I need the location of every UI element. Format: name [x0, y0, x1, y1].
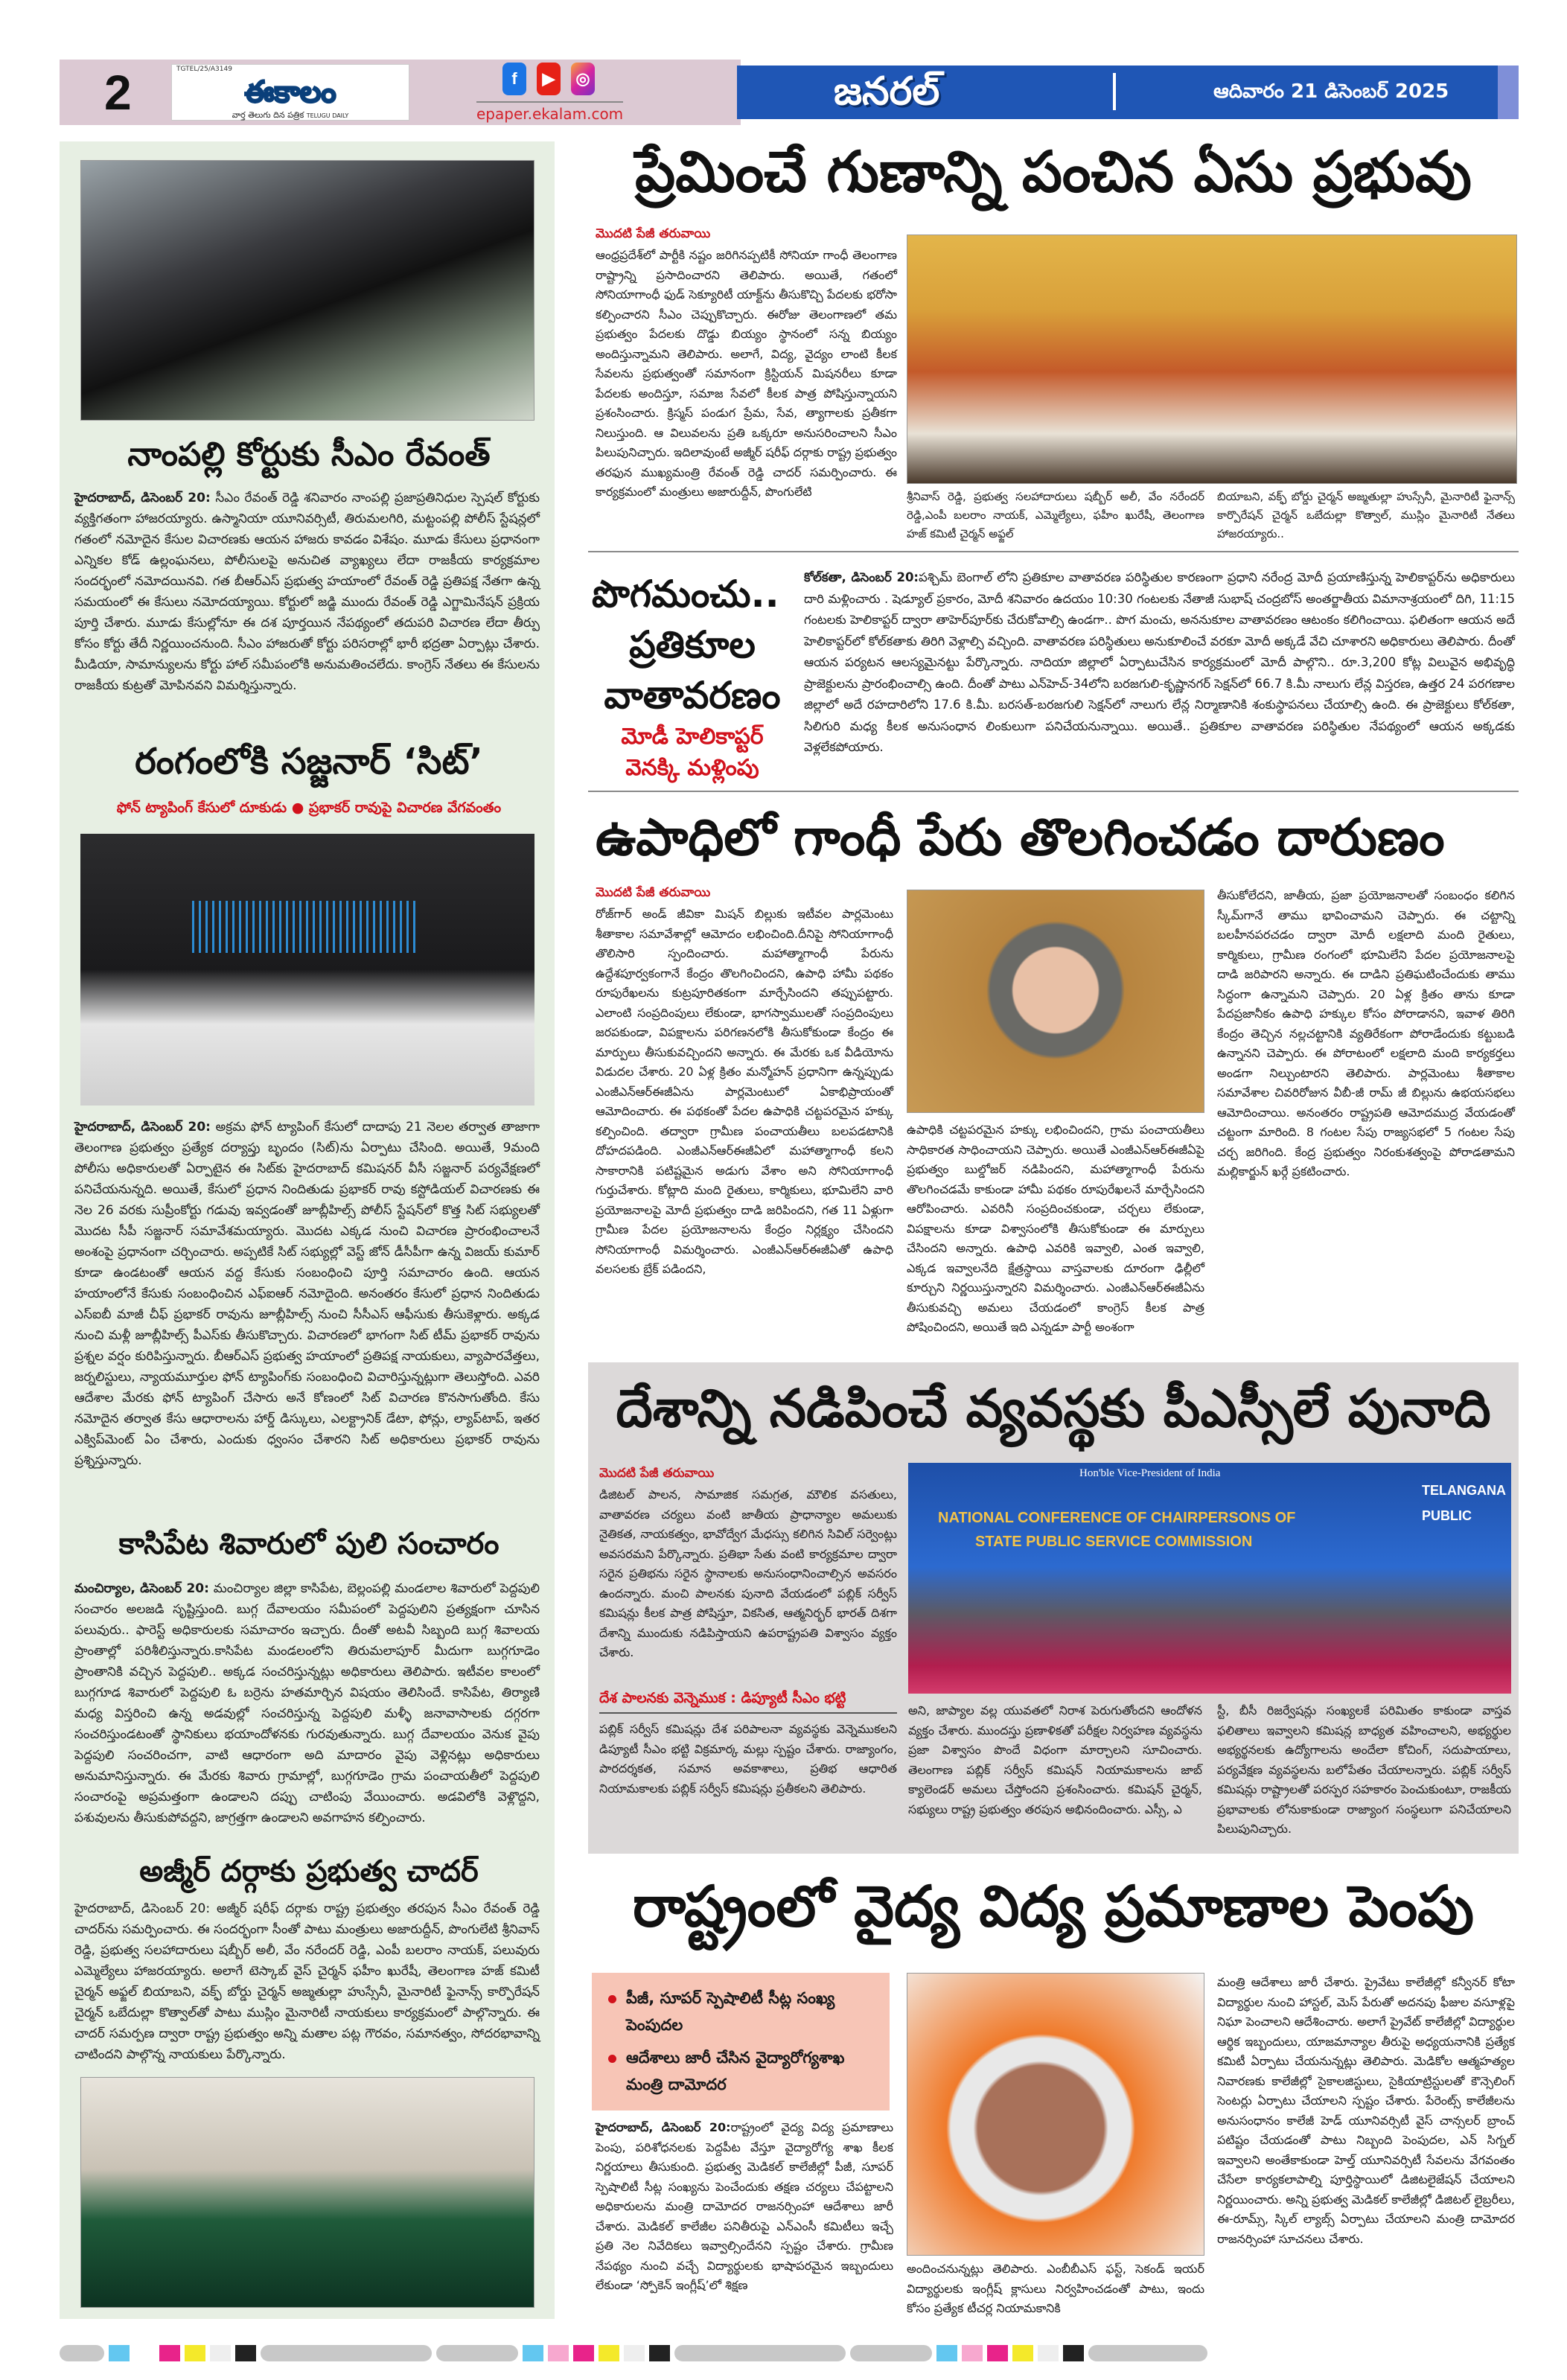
- headline-fog-2: ప్రతికూల: [629, 623, 756, 666]
- section-banner: [737, 66, 1519, 119]
- article-gandhi-col2: ఉపాధికి చట్టపరమైన హక్కు లభించిందని, గ్రామ పంచాయతీలు సాధికారత సాధించాయని చెప్పారు. అయితే ఎంజీఎన్ఆర్ఈజీఏపై ప్రభుత్వం బుల్డోజర్ నడిపిందని, మహాత్మాగాంధీ పేరును తొలగించడమే కాకుండా హామీ పథకం రూపురేఖలనే మార్చేసిందని ఆరోపించారు. ఎవరినీ సంప్రదించకుండా, చర్చలు లేకుండా, విపక్షాలను కూడా విశ్వాసంలోకి తీసుకోకుండా ఈ మార్పులు చేసిందని అన్నారు. ఉపాధి ఎవరికి ఇవ్వాలి, ఎంత ఇవ్వాలి, ఎక్కడ ఇవ్వాలనేది క్షేత్రస్థాయి వాస్తవాలకు దూరంగా ఢిల్లీలో కూర్చుని నిర్ణయిస్తున్నారని విమర్శించారు. ఎంజీఎన్ఆర్ఈజీఏను తీసుకువచ్చి అమలు చేయడంలో కాంగ్రెస్ కీలక పాత్ర పోషించిందని, అయితే ఇది ఎన్నడూ పార్టీ అంశంగా: [907, 1123, 1204, 1334]
- article-body: అక్రమ ఫోన్ ట్యాపింగ్ కేసులో దాదాపు 21 నెలల తర్వాత తాజాగా తెలంగాణ ప్రభుత్వం ప్రత్యేక దర్యాప్తు బృందం (సిట్)ను ఏర్పాటు చేసింది. అయితే, 9మంది పోలీసు అధికారులతో ఏర్పాటైన ఈ సిట్‌కు హైదరాబాద్ కమిషనర్ వీసీ సజ్జనార్ పర్యవేక్షణలో పనిచేయనున్నది. అయితే, కేసులో ప్రధాన నిందితుడు ప్రభాకర్ రావు కస్టోడియల్ విచారణకు ఈ నెల 26 వరకు సుప్రీంకోర్టు గడువు ఇవ్వడంతో జూబ్లీహిల్స్ పోలీస్ స్టేషన్‌లో కొత్త సిట్ సభ్యులతో మొదట సీపీ సజ్జనార్ సమావేశమయ్యారు. మొదట ఎక్కడ నుంచి విచారణ ప్రారంభించాలనే అంశంపై ప్రధానంగా చర్చించారు. అప్పటికే సిట్ సభ్యుల్లో వెస్ట్ జోన్ డీసీపీగా ఉన్న విజయ్ కుమార్ కూడా ఉండటంతో ఆయన వద్ద కేసుకు సంబంధించి పూర్తి సమాచారం ఉంది. ఆయన హయాంలోనే కేసుకు సంబంధించిన ఎఫ్ఐఆర్ నమోదైంది. అనంతరం కేసులో ప్రధాన నిందితుడు ఎస్ఐబీ మాజీ చీఫ్ ప్రభాకర్ రావును జూబ్లీహిల్స్ నుంచి సీసీఎస్ ఆఫీసుకు తీసుకెళ్లారు. అక్కడ నుంచి మళ్లీ జూబ్లీహిల్స్ పీఎస్‌కు తీసుకొచ్చారు. విచారణలో భాగంగా సిట్ టీమ్ ప్రభాకర్ రావును ప్రశ్నల వర్షం కురిపిస్తున్నారు. బీఆర్ఎస్ ప్రభుత్వ హయాంలో ప్రతిపక్ష నాయకులు, వ్యాపారవేత్తలు, జర్నలిస్టులు, న్యాయమూర్తుల ఫోన్ ట్యాపింగ్‌కు సంబంధించి విచారిస్తున్నట్లుగా తెలుస్తోంది. ఎవరి ఆదేశాల మేరకు ఫోన్ ట్యాపింగ్ చేసారు అనే కోణంలో సిట్ విచారణ కొనసాగుతోంది. కేసు నమోదైన తర్వాత కేసు ఆధారాలను హార్డ్ డిస్కులు, ఎలక్ట్రానిక్ డేటా, ఫోన్లు, ల్యాప్‌టాప్, ఇతర ఎక్విప్‌మెంట్ ఏం చేశారు, ఎందుకు ధ్వంసం చేశారని సిట్ అధికారులు ప్రభాకర్ రావును ప్రశ్నిస్తున్నారు.: [74, 1120, 540, 1468]
- divider: [588, 551, 1519, 552]
- photo-sonia-gandhi: [907, 890, 1204, 1113]
- facebook-icon[interactable]: f: [502, 63, 526, 95]
- article-sit: [74, 1117, 540, 1508]
- banner-text: STATE PUBLIC SERVICE COMMISSION: [975, 1534, 1253, 1550]
- section-title: జనరల్: [834, 69, 940, 114]
- newspaper-logo[interactable]: [171, 64, 409, 121]
- headline-nampally: నాంపల్లి కోర్టుకు సీఎం రేవంత్: [127, 436, 491, 473]
- instagram-icon[interactable]: ◎: [571, 63, 595, 95]
- logo-wordmark: ఈకాలం: [244, 75, 336, 109]
- article-gandhi-col1: రోజ్‌గార్ అండ్ జీవికా మిషన్ బిల్లుకు ఇటీవల పార్లమెంటు శీతాకాల సమావేశాల్లో ఆమోదం లభించింది.దీనిపై సోనియాగాంధీ తొలిసారి స్పందించారు. మహాత్మాగాంధీ పేరును ఉద్దేశపూర్వకంగానే కేంద్రం తొలగించిందని, ఉపాధి హామీ పథకం రూపురేఖలను కుట్రపూరితకంగా మార్చేసిందని తప్పుపట్టారు. ఎలాంటి సంప్రదింపులు లేకుండా, భాగస్వాములతో సంప్రదింపులు జరపకుండా, విపక్షాలను పరిగణనలోకి తీసుకోకుండా కేంద్రం ఈ మార్పులు తీసుకువచ్చిందని అన్నారు. ఈ మేరకు ఒక వీడియోను విడుదల చేశారు. 20 ఏళ్ల క్రితం మన్మోహన్ ప్రధానిగా ఉన్నప్పుడు ఎంజీఎన్ఆర్ఈజీఏను పార్లమెంటులో ఏకాభిప్రాయంతో ఆమోదించారు. ఈ పథకంతో పేదల ఉపాధికి చట్టపరమైన హక్కు కల్పించింది. తద్వారా గ్రామీణ పంచాయతీలు బలపడటానికి దోహదపడింది. ఎంజీఎన్ఆర్ఈజీఏలో మహాత్మాగాంధీ కలని సాకారానికి పటిష్టమైన అడుగు వేశాం అని సోనియాగాంధీ గుర్తుచేశారు. కోట్లాది మంది రైతులు, కార్మికులు, భూమిలేని వారి ప్రయోజనాలపై మోదీ ప్రభుత్వం దాడి జరిపిందని, గత 11 ఏళ్లుగా గ్రామీణ పేదల ప్రయోజనాలను కేంద్రం నిర్లక్ష్యం చేసిందని సోనియాగాంధీ విమర్శించారు. ఎంజీఎన్ఆర్ఈజీఏతో ఉపాధి వలసలకు బ్రేక్ పడిందని,: [596, 907, 893, 1276]
- continued-kicker: మొదటి పేజీ తరువాయి: [596, 226, 711, 241]
- subhead-a: ఫోన్ ట్యాపింగ్ కేసులో దూకుడు: [116, 800, 287, 816]
- print-registration-bar: [60, 2345, 1519, 2361]
- subhead-fog-2: వెనక్కి మళ్లింపు: [625, 755, 759, 781]
- subhead-fog-1: మోడీ హెలికాప్టర్: [621, 724, 764, 750]
- photo-minister-damodara: [907, 1973, 1204, 2256]
- dateline: హైదరాబాద్, డిసెంబర్ 20:: [74, 1120, 211, 1135]
- dateline: కోల్‌కతా, డిసెంబర్ 20:: [804, 570, 919, 584]
- masthead-left: [60, 60, 741, 125]
- dateline: మంచిర్యాల, డిసెంబర్ 20:: [74, 1581, 209, 1596]
- article-medical-col3: మంత్రి ఆదేశాలు జారీ చేశారు. ప్రైవేటు కాలేజీల్లో కన్వీనర్ కోటా విద్యార్థుల నుంచి హాస్టల్, మెస్ పేరుతో అదనపు ఫీజుల వసూళ్లపై నిఘా పెంచాలని ఆదేశించారు. అలాగే ప్రైవేట్ కాలేజీల్లో విద్యార్థుల ఆర్థిక ఇబ్బందులు, యాజమాన్యాల తీరుపై అధ్యయనానికి ప్రత్యేక కమిటీ ఏర్పాటు చేయనున్నట్లు తెలిపారు. మెడికోల ఆత్మహత్యల నివారణకు కాలేజీల్లో సైకాలజిస్టులు, సైకియాట్రిస్టులతో కౌన్సెలింగ్ సెంటర్లు ఏర్పాటు చేయాలని స్పష్టం చేశారు. పేరెంట్స్ కాలేజీలను అనుసంధానం కాలేజీ హెడ్ యూనివర్సిటీ వైస్ చాన్సలర్ బ్రాంచ్ పటిష్టం చేయడంతో పాటు నిబ్బంది పెంపుదల, ఎన్ సిగ్నల్ ఇవ్వాలని అంతేకాకుండా హెల్త్ యూనివర్సిటీ సేవలను వేగవంతం చేసేలా కార్యకలాపాల్ని పూర్తిస్థాయిలో డిజిటలైజేషన్ చేయాలని నిర్ణయించారు. అన్ని ప్రభుత్వ మెడికల్ కాలేజీల్లో డిజిటల్ లైబ్రరీలు, ఈ-రూమ్స్, స్కిల్ ల్యాబ్స్ ఏర్పాటు చేయాలని మంత్రి దామోదర రాజనర్సింహా సూచనలు చేశారు.: [1217, 1975, 1515, 2246]
- article-tiger: [74, 1578, 540, 1846]
- banner-text: Hon'ble Vice-President of India: [1079, 1467, 1221, 1479]
- divider: [1113, 73, 1116, 110]
- dateline: హైదరాబాద్, డిసెంబర్ 20:: [74, 1901, 211, 1916]
- caption-a: శ్రీనివాస్ రెడ్డి, ప్రభుత్వ సలహాదారులు షబ్బీర్ అలీ, వేం నరేందర్ రెడ్డి,ఎంపీ బలరాం నాయక్, ఎమ్మెల్యేలు, ఫహీం ఖురేషీ, తెలంగాణ హజ్ కమిటీ చైర్మన్ అఫ్జల్: [907, 490, 1204, 540]
- article-ajmer: [74, 1898, 540, 2066]
- article-medical-col1: [596, 2118, 893, 2319]
- headline-fog-1: పొగమంచు..: [592, 572, 779, 616]
- headline-sajjanar-sit: రంగంలోకి సజ్జనార్ ‘సిట్’: [135, 741, 483, 782]
- article-body: అజ్మీర్ షరీఫ్ దర్గాకు రాష్ట్ర ప్రభుత్వం తరపున సీఎం రేవంత్ రెడ్డి చాదర్‌ను సమర్పించారు. ఈ సందర్భంగా సీంతో పాటు మంత్రులు అజారుద్దీన్, పొంగులేటి శ్రీనివాస్ రెడ్డి, ప్రభుత్వ సలహాదారులు షబ్బీర్ అలీ, వేం నరేందర్ రెడ్డి, ఎంపీ బలరాం నాయక్, పలువురు ఎమ్మెల్యేలు హాజరయ్యారు. అలాగే టెస్కాబ్ వైస్ చైర్మన్ ఫహీం ఖురేషీ, తెలంగాణ హజ్ కమిటీ చైర్మన్ అఫ్జల్ బియాబని, వక్ఫ్ బోర్డు చైర్మన్ అజ్మతుల్లా హుస్సేనీ, మైనారిటీ ఫైనాన్స్ కార్పొరేషన్ చైర్మన్ ఒబేదుల్లా కొత్వాల్‌తో పాటు ముస్లిం మైనారిటీ నాయకులు కార్యక్రమంలో పాల్గొన్నారు. ఈ చాదర్ సమర్పణ ద్వారా రాష్ట్ర ప్రభుత్వం అన్ని మతాల పట్ల గౌరవం, సమానత్వం, సోదరభావాన్ని చాటిందని పాల్గొన్న నాయకులు పేర్కొన్నారు.: [74, 1901, 540, 2062]
- article-psc-col1b: పబ్లిక్ సర్వీస్ కమిషన్లు దేశ పరిపాలనా వ్యవస్థకు వెన్నెముకలని డిప్యూటీ సీఎం భట్టి విక్రమార్క మల్లు స్పష్టం చేశారు. రాజ్యాంగం, పారదర్శకత, సమాన అవకాశాలు, ప్రతిభ ఆధారిత నియామకాలకు పబ్లిక్ సర్వీస్ కమిషన్లు ప్రతీకలని తెలిపారు.: [599, 1722, 897, 1796]
- divider: [588, 791, 1519, 792]
- article-medical-col2: అందించనున్నట్లు తెలిపారు. ఎంబీబీఎస్ ఫస్ట్, సెకండ్ ఇయర్ విద్యార్థులకు ఇంగ్లీష్ క్లాసులు నిర్వహించడంతో పాటు, ఇందు కోసం ప్రత్యేక టీచర్ల నియామకానికి: [907, 2262, 1204, 2315]
- dateline: హైదరాబాద్, డిసెంబర్ 20:: [74, 491, 211, 505]
- article-nampally: [74, 488, 540, 737]
- highlight-item: పీజీ, సూపర్ స్పెషాలిటీ సీట్ల సంఖ్య పెంపుదల: [605, 1985, 876, 2038]
- banner-text: TELANGANA PUBLIC: [1422, 1483, 1506, 1523]
- article-gandhi-col3: తీసుకోలేదని, జాతీయ, ప్రజా ప్రయోజనాలతో సంబంధం కలిగిన స్కీమ్‌గానే తాము భావించామని చెప్పారు. ఈ చట్టాన్ని బలహీనపరచడం ద్వారా మోదీ లక్షలాది మంది రైతులు, కార్మికులు, గ్రామీణ రంగంలో భూమిలేని పేదల ప్రయోజనాలపై దాడి జరిపారని అన్నారు. ఈ దాడిని ప్రతిఘటించేందుకు తాము సిద్ధంగా ఉన్నామని చెప్పారు. 20 ఏళ్ల క్రితం తాను కూడా పేదప్రజానీకం ఉపాధి హక్కుల కోసం పోరాడానని, ఇవాళ తిరిగి కేంద్రం తెచ్చిన నల్లచట్టానికి వ్యతిరేకంగా పోరాడేందుకు కట్టుబడి ఉన్నానని చెప్పారు. ఈ పోరాటంలో లక్షలాది మంది కార్యకర్తలు అండగా నిల్చుంటారని తెలిపారు. పార్లమెంటు శీతాకాల సమావేశాల చివరిరోజున వీబీ-జీ రామ్ జీ బిల్లును ఉభయసభలు ఆమోదించాయి. అనంతరం రాష్ట్రపతి ఆమోదముద్ర వేయడంతో చట్టంగా మారింది. 8 గంటల సేపు రాజ్యసభలో 5 గంటల సేపు చర్చ జరిగింది. కేంద్ర ప్రభుత్వం నిరంకుశత్వంపై పోరాడతామని మల్లికార్జున్ ఖర్గే ప్రకటించారు.: [1217, 888, 1515, 1178]
- website-link[interactable]: epaper.ekalam.com: [476, 101, 623, 124]
- article-christmas: ఆంధ్రప్రదేశ్‌లో పార్టీకి నష్టం జరిగినప్పటికీ సోనియా గాంధీ తెలంగాణ రాష్ట్రాన్ని ప్రసాదించారని తెలిపారు. అయితే, గతంలో సోనియాగాంధీ ఫుడ్ సెక్యూరిటీ యాక్ట్‌ను తీసుకొచ్చి పేదలకు భరోసా కల్పించారని సీఎం చెప్పుకొచ్చారు. ఈరోజు తెలంగాణలో తమ ప్రభుత్వం పేదలకు దొడ్డు బియ్యం స్థానంలో సన్న బియ్యం అందిస్తున్నామని తెలిపారు. అలాగే, విద్య, వైద్యం లాంటి కీలక సేవలను ప్రభుత్వంతో సమానంగా క్రిస్టియన్ మిషనరీలు కూడా పేదలకు అందిస్తూ, సమాజ సేవలో కీలక పాత్ర పోషిస్తున్నాయని ప్రశంసించారు. క్రిస్మస్ పండుగ ప్రేమ, సేవ, త్యాగాలకు ప్రతీకగా నిలుస్తుంది. ఆ విలువలను ప్రతి ఒక్కరూ అనుసరించాలని సీఎం పిలుపునిచ్చారు. ఇదిలావుంటే అజ్మీర్ షరీఫ్ దర్గాకు రాష్ట్ర ప్రభుత్వం తరఫున ముఖ్యమంత్రి రేవంత్ రెడ్డి చాదర్ సమర్పించారు. ఈ కార్యక్రమంలో మంత్రులు అజారుద్దీన్, పొంగులేటి: [596, 248, 897, 499]
- caption-b: బియాబని, వక్ఫ్ బోర్డు చైర్మన్ అజ్మతుల్లా హుస్సేనీ, మైనారిటీ ఫైనాన్స్ కార్పొరేషన్ చైర్మన్ ఒబేదుల్లా కొత్వాల్, ముస్లిం మైనారిటీ నేతలు హాజరయ్యారు..: [1217, 490, 1515, 540]
- continued-kicker: మొదటి పేజీ తరువాయి: [599, 1466, 715, 1481]
- photo-psc-conference: [908, 1463, 1511, 1694]
- youtube-icon[interactable]: ▶: [537, 63, 561, 95]
- issue-date: ఆదివారం 21 డిసెంబర్ 2025: [1213, 80, 1449, 103]
- headline-fog-3: వాతావరణం: [604, 674, 781, 717]
- headline-christmas: ప్రేమించే గుణాన్ని పంచిన ఏసు ప్రభువు: [635, 138, 1472, 205]
- registration-number: TGTEL/25/A3149: [176, 66, 232, 73]
- article-psc-col3: స్టీ, బీసీ రిజర్వేషన్లు సంఖ్యలకే పరిమితం కాకుండా వాస్తవ ఫలితాలు ఇవ్వాలని కమిషన్ల బాధ్యత వహించాలని, అభ్యర్థుల అభ్యర్థనలకు ఉద్యోగాలను అందేలా కోచింగ్, సదుపాయాలు, పర్యవేక్షణ వ్యవస్థలను బలోపేతం చేయాలన్నారు. పబ్లిక్ సర్వీస్ కమిషన్లు రాష్ట్రాలతో పరస్పర సహకారం పెంచుకుంటూ, రాజకీయ ప్రభావాలకు లోనుకాకుండా రాజ్యాంగ సంస్థలుగా పనిచేయాలని పిలుపునిచ్చారు.: [1217, 1703, 1511, 1836]
- logo-tagline: వార్త తెలుగు దిన పత్రిక: [232, 110, 304, 120]
- subhead-psc: దేశ పాలనకు వెన్నెముక : డిప్యూటీ సీఎం భట్టి: [599, 1688, 897, 1714]
- photo-christmas-event: [907, 235, 1517, 484]
- headline-medical: రాష్ట్రంలో వైద్య విద్య ప్రమాణాల పెంపు: [632, 1873, 1474, 1939]
- article-body: మంచిర్యాల జిల్లా కాసిపేట, బెల్లంపల్లి మండలాల శివారులో పెద్దపులి సంచారం అలజడి సృష్టిస్తుంది. బుగ్గ దేవాలయం సమీపంలో పెద్దపులిని ప్రత్యక్షంగా చూసిన పలువురు.. ఫారెస్ట్ అధికారులకు సమాచారం ఇచ్చారు. దీంతో అటవీ సిబ్బంది బుగ్గ శివాలయ ప్రాంతాల్లో పరిశీలిస్తున్నారు.కాసిపేట మండలంలోని తిరుమలాపూర్ మీదుగా బుగ్గగూడెం ప్రాంతానికి వచ్చిన పెద్దపులి.. అక్కడ సంచరిస్తున్నట్లు అధికారులు తెలిపారు. ఇటీవల కాలంలో బుగ్గగూడ శివారులో పెద్దపులి ఓ బర్రెను హతమార్చిన విషయం తెలిసిందే. కాసిపేట, తిర్యాణి మధ్య విస్తరించి ఉన్న అడవుల్లో సంచరిస్తున్న పెద్దపులి మళ్ళీ జనావాసాలకు దగ్గరగా సంచరిస్తుండటంతో స్థానికులు భయాందోళనకు గురవుతున్నారు. బుగ్గ దేవాలయం వెనుక వైపు పెద్దపులి సంచరించగా, వాటి ఆధారంగా అది మాదారం వైపు వెళ్లినట్లు అధికారులు అనుమానిస్తున్నారు. ఈ మేరకు శివారు గ్రామాల్లో, బుగ్గగూడెం గ్రామ పంచాయతీలో పెద్దపులి సంచారంపై అప్రమత్తంగా ఉండాలని దప్పు చాటింపు వేయించారు. అడవిలోకి వెళ్లొద్దని, పశువులను తీసుకుపోవద్దని, జాగ్రత్తగా ఉండాలని అవగాహన కల్పించారు.: [74, 1581, 540, 1825]
- article-body: రాష్ట్రంలో వైద్య విద్య ప్రమాణాలు పెంపు, పరిశోధనలకు పెద్దపీట వేస్తూ వైద్యారోగ్య శాఖ కీలక నిర్ణయాలు తీసుకుంది. ప్రభుత్వ మెడికల్ కాలేజీల్లో పీజీ, సూపర్ స్పెషాలిటీ సీట్ల సంఖ్యను పెంచేందుకు తక్షణ చర్యలు చేపట్టాలని అధికారులను మంత్రి దామోదర రాజనర్సింహా ఆదేశాలు జారీ చేశారు. మెడికల్ కాలేజీల పనితీరుపై ఎన్ఎంసీ కమిటీలు ఇచ్చే ప్రతి నెల నివేదికలు ఇవ్వాల్సిందేనని స్పష్టం చేశారు. గ్రామీణ నేపథ్యం నుంచి వచ్చే విద్యార్థులకు భాషాపరమైన ఇబ్బందులు లేకుండా ‘స్పోకెన్ ఇంగ్లీష్’లో శిక్షణ: [596, 2120, 893, 2292]
- photo-cm-convoy: [80, 160, 534, 421]
- article-fog: [804, 567, 1515, 783]
- banner-text: NATIONAL CONFERENCE OF CHAIRPERSONS OF: [938, 1510, 1296, 1526]
- headline-psc: దేశాన్ని నడిపించే వ్యవస్థకు పీఎస్సీలే పునాది: [616, 1378, 1491, 1439]
- subhead-b: ప్రభాకర్ రావుపై విచారణ వేగవంతం: [308, 800, 502, 816]
- banner-edge: [1498, 66, 1519, 119]
- headline-tiger: కాసిపేట శివారులో పులి సంచారం: [118, 1527, 500, 1561]
- highlights-box: [592, 1973, 890, 2111]
- article-psc-col1: డిజిటల్ పాలన, సామాజిక సమగ్రత, మౌలిక వసతులు, వాతావరణ చర్యలు వంటి జాతీయ ప్రాధాన్యాల అమలుకు నైతికత, నాయకత్వం, భావోద్వేగ మేధస్సు కలిగిన సివిల్ సర్వెంట్లు అవసరమని పేర్కొన్నారు. ప్రతిభా సేతు వంటి కార్యక్రమాల ద్వారా సరైన ప్రతిభను సరైన స్థానాలకు అనుసంధానించాల్సిన అవసరం ఉందన్నారు. మంచి పాలనకు పునాది వేయడంలో పబ్లిక్ సర్వీస్ కమిషన్లు కీలక పాత్ర పోషిస్తూ, వికసిత, ఆత్మనిర్భర్ భారత్ దిశగా దేశాన్ని ముందుకు నడిపిస్తాయని ఉపరాష్ట్రపతి విశ్వాసం వ్యక్తం చేశారు.: [599, 1487, 897, 1659]
- audio-waveform-graphic: [192, 901, 415, 953]
- article-body: సీఎం రేవంత్ రెడ్డి శనివారం నాంపల్లి ప్రజాప్రతినిధుల స్పెషల్ కోర్టుకు వ్యక్తిగతంగా హాజరయ్యారు. ఉస్మానియా యూనివర్సిటీ, తిరుమలగిరి, మట్టంపల్లి పోలీస్ స్టేషన్లలో గతంలో నమోదైన కేసుల విచారణకు ఆయన హాజరు కావడం విశేషం. మూడు కేసులు ప్రధానంగా ఎన్నికల కోడ్ ఉల్లంఘనలు, పోలీసులపై అనుచిత వ్యాఖ్యలు లేదా రాజకీయ కార్యక్రమాల సందర్భంలో నమోదయినవి. గత బీఆర్ఎస్ ప్రభుత్వ హయాంలో రేవంత్ రెడ్డి ప్రతిపక్ష నేతగా ఉన్న సమయంలో ఈ కేసులు నమోదయ్యాయి. కోర్టులో జడ్జి ముందు రేవంత్ రెడ్డి ఎగ్జామినేషన్ ప్రక్రియ పూర్తి చేశారు. మూడు కేసుల్లోనూ ఈ దశ పూర్తయిన నేపథ్యంలో తదుపరి విచారణ లేదా తీర్పు కోసం కోర్టు తేదీ నిర్ణయించనుంది. సీఎం హాజరుతో కోర్టు పరిసరాల్లో భారీ భద్రతా ఏర్పాట్లు చేశారు. మీడియా, సామాన్యులను కోర్టు హాల్ సమీపంలోకి అనుమతించలేదు. కాంగ్రెస్ నేతలు ఈ కేసులను రాజకీయ కుట్రతో మోపినవని విమర్శిస్తున్నారు.: [74, 491, 540, 693]
- logo-tagline-en: TELUGU DAILY: [306, 112, 349, 119]
- photo-sit-officials: [80, 834, 534, 1106]
- subhead-sit: ఫోన్ ట్యాపింగ్ కేసులో దూకుడు ● ప్రభాకర్ రావుపై విచారణ వేగవంతం: [116, 800, 502, 816]
- social-links: [502, 63, 595, 95]
- page-number: 2: [104, 65, 132, 120]
- dateline: హైదరాబాద్, డిసెంబర్ 20:: [596, 2120, 731, 2134]
- headline-gandhi: ఉపాధిలో గాంధీ పేరు తొలగించడం దారుణం: [596, 808, 1445, 867]
- highlight-item: ఆదేశాలు జారీ చేసిన వైద్యారోగ్యశాఖ మంత్రి దామోదర: [605, 2044, 876, 2098]
- article-psc-col2: అని, జాప్యాల వల్ల యువతలో నిరాశ పెరుగుతోందని ఆందోళన వ్యక్తం చేశారు. ముందస్తు ప్రణాళికతో పరీక్షల నిర్వహణ వ్యవస్థను ప్రజా విశ్వాసం పొందే విధంగా మార్చాలని సూచించారు. తెలంగాణ పబ్లిక్ సర్వీస్ కమిషన్ నియామకాలను జాబ్ క్యాలెండర్ అమలు చేస్తోందని ప్రశంసించారు. కమిషన్ చైర్మన్, సభ్యులు రాష్ట్ర ప్రభుత్వం తరపున అభినందించారు. ఎస్సీ, ఎ: [908, 1703, 1202, 1816]
- photo-ajmer-chadar: [80, 2077, 534, 2308]
- psc-story-box: [588, 1362, 1519, 1854]
- article-body: పశ్చిమ్ బెంగాల్ లోని ప్రతికూల వాతావరణ పరిస్థితుల కారణంగా ప్రధాని నరేంద్ర మోదీ ప్రయాణిస్తున్న హెలికాప్టర్‌ను అధికారులు దారి మళ్లించారు . షెడ్యూల్ ప్రకారం, మోదీ శనివారం ఉదయం 10:30 గంటలకు నేతాజీ సుభాష్ చంద్రబోస్ అంతర్జాతీయ విమానాశ్రయంలో దిగి, 11:15 గంటలకు హెలికాప్టర్ ద్వారా తాహెర్‌పూర్‌కు చేరుకోవాల్సి ఉండగా.. పొగ మంచు, అననుకూల వాతావరణం ఆటంకం కలిగించాయి. ఫలితంగా ఆయన అదే హెలికాప్టర్‌లో కోల్‌కతాకు తిరిగి వెళ్లాల్సి వచ్చింది. వాతావరణ పరిస్థితులు అనుకూలించే వరకూ మోదీ అక్కడే వేచి చూశారని అధికారులు తెలిపారు. దీంతో ఆయన పర్యటన ఆలస్యమైనట్టు పేర్కొన్నారు. నాదియా జిల్లాలో ఏర్పాటుచేసిన కార్యక్రమంలో మోదీ పాల్గొని.. రూ.3,200 కోట్ల విలువైన అభివృద్ధి ప్రాజెక్టులను ప్రారంభించాల్సి ఉంది. దీంతో పాటు ఎన్‌హెచ్-34లోని బరజగులి-కృష్ణానగర్ సెక్షన్‌లో 66.7 కి.మీ నాలుగు లేన్ల విస్తరణ, ఉత్తర 24 పరగణాల జిల్లాలో అదే రహదారిలోని 17.6 కి.మీ. బరసత్-బరజగులి సెక్షన్‌లో నాలుగు లేన్ల నిర్మాణానికి శంకుస్థాపనలు చేయాల్సి ఉంది. ఈ ప్రాజెక్టులు కోల్‌కతా, సిలిగురి మధ్య కీలక అనుసంధాన లింకులుగా పనిచేయనున్నాయి. అయితే.. ప్రతికూల వాతావరణ పరిస్థితుల నేపథ్యంలో ఆయన అక్కడకు వెళ్లలేకపోయారు.: [804, 570, 1515, 754]
- headline-ajmer: అజ్మీర్ దర్గాకు ప్రభుత్వ చాదర్: [139, 1854, 479, 1889]
- continued-kicker: మొదటి పేజీ తరువాయి: [596, 885, 711, 900]
